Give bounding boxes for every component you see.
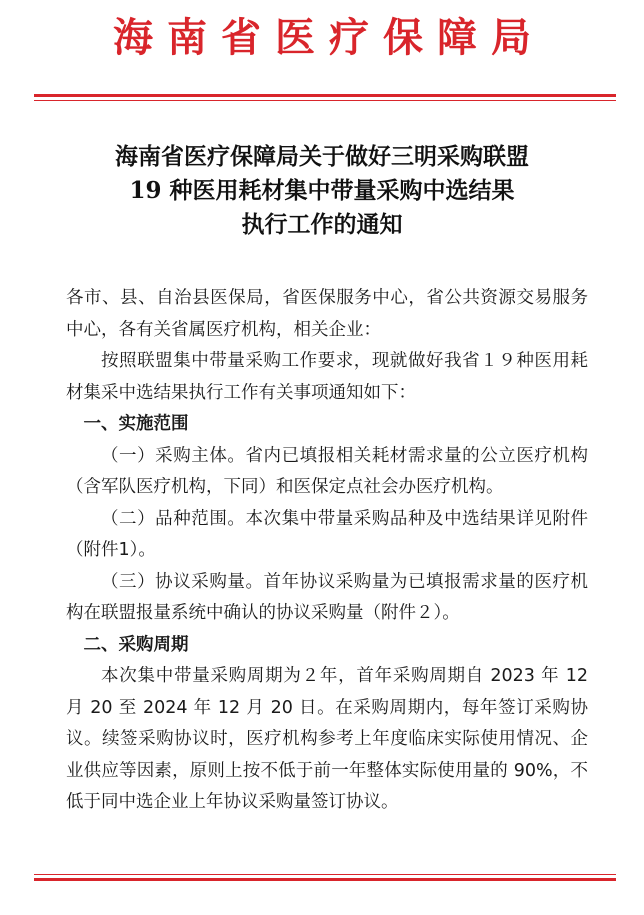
title-line-1: 海南省医疗保障局关于做好三明采购联盟 [115,143,529,170]
section-1-item-3: （三）协议采购量。首年协议采购量为已填报需求量的医疗机构在联盟报量系统中确认的协议采购量（附件２）。 [66,571,588,623]
section-1-item-2: （二）品种范围。本次集中带量采购品种及中选结果详见附件（附件1）。 [66,508,588,560]
title-line-3: 执行工作的通知 [241,211,403,238]
red-rule-bottom [34,878,616,881]
recipients: 各市、县、自治县医保局，省医保服务中心，省公共资源交易服务中心，各有关省属医疗机构，相关企业： [66,288,588,340]
red-rule-top-thin [34,100,616,101]
section-2-heading: 二、采购周期 [83,634,189,655]
red-rule-top [34,94,616,97]
document-title [0,140,644,242]
red-rule-bottom-thin [34,874,616,875]
intro-paragraph: 按照联盟集中带量采购工作要求，现就做好我省１９种医用耗材集采中选结果执行工作有关事项通知如下： [66,351,588,403]
title-line-2: 19 种医用耗材集中带量采购中选结果 [129,177,515,204]
section-2-paragraph: 本次集中带量采购周期为２年，首年采购周期自 2023 年 12 月 20 至 2024 年 12 月 20 日。在采购周期内，每年签订采购协议。续签采购协议时，医疗机构参考上年度临床实际使用情况、企业供应等因素，原则上按不低于前一年整体实际使用量的 90%，不低于同中选企业上年协议采购量签订协议。 [66,666,588,812]
masthead: 海南省医疗保障局 [113,14,545,61]
section-1-item-1: （一）采购主体。省内已填报相关耗材需求量的公立医疗机构（含军队医疗机构，下同）和医保定点社会办医疗机构。 [66,445,588,497]
section-1-heading: 一、实施范围 [83,414,189,434]
document-body [66,283,588,819]
